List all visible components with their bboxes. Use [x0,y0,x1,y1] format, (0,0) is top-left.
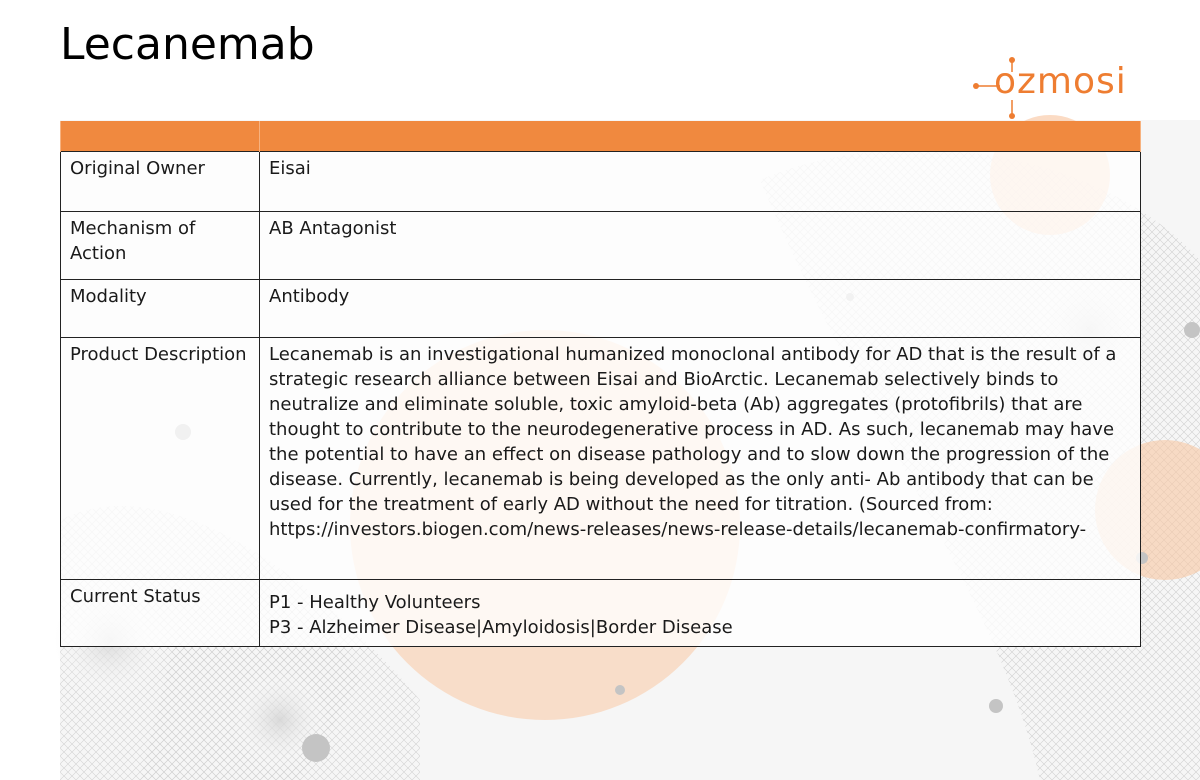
table-row-product-description [61,338,1141,580]
status-line: P3 - Alzheimer Disease|Amyloidosis|Border Disease [269,617,733,638]
table-row-original-owner [61,152,1141,212]
product-table [60,121,1141,647]
row-label: Current Status [61,580,260,647]
logo-wordmark: ozmosi [994,61,1127,102]
product-table-card [60,121,1140,647]
table-header-row [61,121,1141,152]
source-url-text: https://investors.biogen.com/news-releases/news-release-details/lecanemab-confirmatory- [269,519,1087,540]
row-value: AB Antagonist [260,212,1141,280]
row-label: Mechanism of Action [61,212,260,280]
table-header-cell-label [61,121,260,152]
row-label: Original Owner [61,152,260,212]
table-row-modality [61,280,1141,338]
slide-title: Lecanemab [60,19,315,70]
row-value [260,580,1141,647]
table-header-cell-value [260,121,1141,152]
row-label: Modality [61,280,260,338]
product-description-text: Lecanemab is an investigational humanized monoclonal antibody for AD that is the result of a strategic research alliance between Eisai and BioArctic. Lecanemab selectively binds to neutralize and eliminate soluble, toxic amyloid-beta (Ab) aggregates (protofibrils) that are thought to contribute to the neurodegenerative process in AD. As such, lecanemab may have the potential to have an effect on disease pathology and to slow down the progression of the disease. Currently, lecanemab is being developed as the only anti- Ab antibody that can be used for the treatment of early AD without the need for titration. (Sourced from: [269,344,1117,515]
status-line: P1 - Healthy Volunteers [269,592,481,613]
row-value: Antibody [260,280,1141,338]
row-label: Product Description [61,338,260,580]
row-value: Eisai [260,152,1141,212]
row-value [260,338,1141,580]
table-row-mechanism [61,212,1141,280]
table-row-current-status [61,580,1141,647]
ozmosi-logo [972,56,1144,120]
